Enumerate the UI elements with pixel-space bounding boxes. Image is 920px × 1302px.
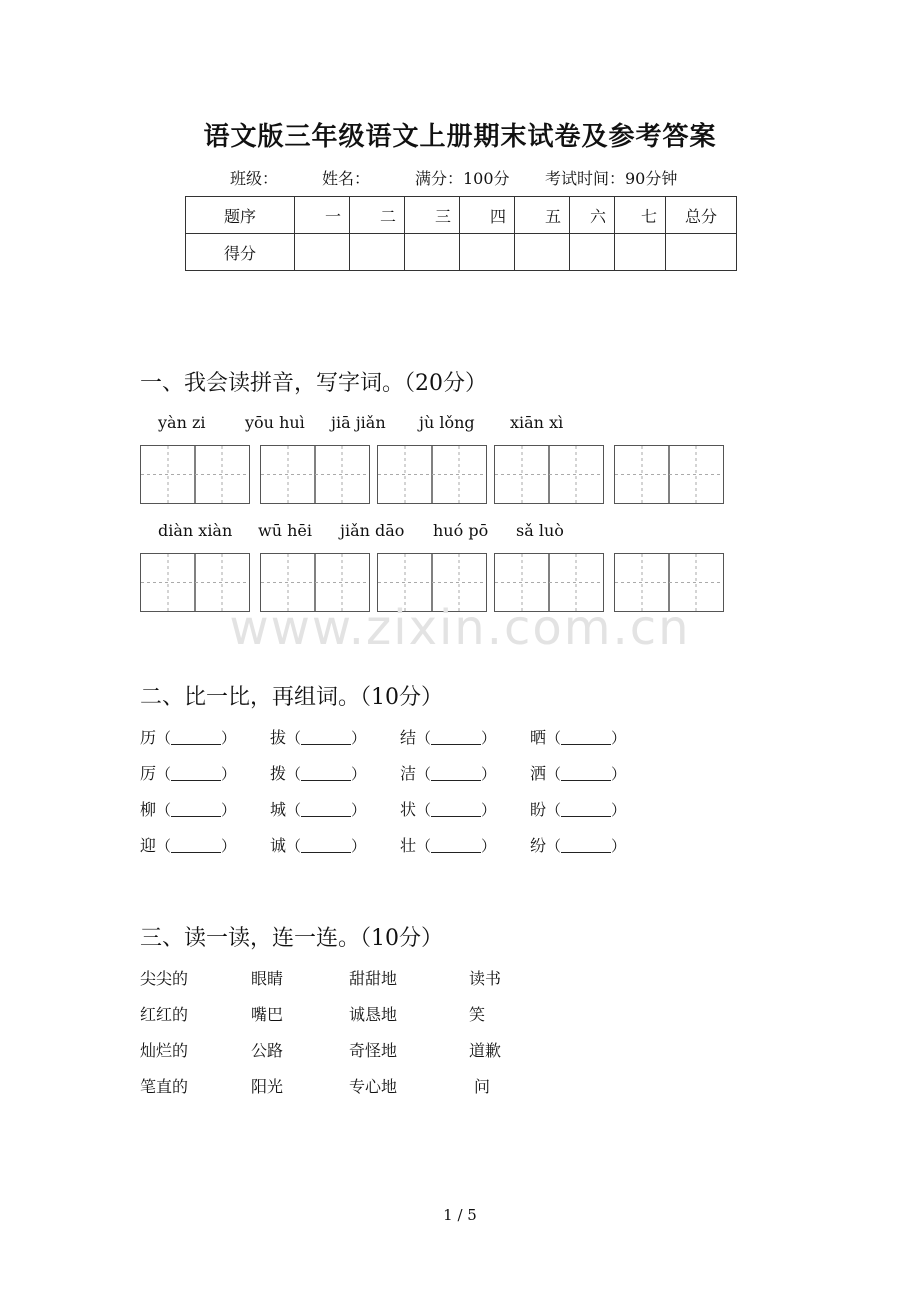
- score-cell[interactable]: [405, 234, 460, 271]
- answer-blank[interactable]: [301, 838, 351, 853]
- class-label: 班级：: [230, 169, 279, 188]
- writing-grid-box[interactable]: [377, 445, 487, 504]
- score-cell[interactable]: [666, 234, 737, 271]
- word-item: 拨（ ）: [270, 764, 367, 783]
- section-1-title: 一、我会读拼音，写字词。（20分）: [140, 371, 487, 396]
- pinyin-label: xiān xì: [510, 413, 564, 432]
- header-cell: 一: [295, 197, 350, 234]
- word-item: 纷（ ）: [530, 836, 627, 855]
- score-cell[interactable]: [515, 234, 570, 271]
- section-2-title: 二、比一比，再组词。（10分）: [140, 685, 443, 710]
- word-item: 拔（ ）: [270, 728, 367, 747]
- pinyin-label: huó pō: [433, 521, 489, 540]
- match-item[interactable]: 奇怪地: [349, 1041, 398, 1060]
- header-cell: 题序: [186, 197, 295, 234]
- section-3-title: 三、读一读，连一连。（10分）: [140, 926, 443, 951]
- character: 柳: [140, 800, 157, 819]
- answer-blank[interactable]: [561, 838, 611, 853]
- match-item[interactable]: 阳光: [251, 1077, 284, 1096]
- score-table: [185, 196, 737, 271]
- score-cell[interactable]: [295, 234, 350, 271]
- character: 诚: [270, 836, 287, 855]
- word-item: 洁（ ）: [400, 764, 497, 783]
- match-item[interactable]: 灿烂的: [140, 1041, 189, 1060]
- header-cell: 七: [615, 197, 666, 234]
- character: 壮: [400, 836, 417, 855]
- character: 状: [400, 800, 417, 819]
- character: 洒: [530, 764, 547, 783]
- answer-blank[interactable]: [171, 838, 221, 853]
- score-cell[interactable]: [615, 234, 666, 271]
- character: 盼: [530, 800, 547, 819]
- pinyin-label: yōu huì: [245, 413, 305, 432]
- score-cell[interactable]: [350, 234, 405, 271]
- answer-blank[interactable]: [431, 766, 481, 781]
- match-item[interactable]: 笔直的: [140, 1077, 189, 1096]
- character: 历: [140, 728, 157, 747]
- word-item: 盼（ ）: [530, 800, 627, 819]
- match-item[interactable]: 公路: [251, 1041, 284, 1060]
- character: 城: [270, 800, 287, 819]
- score-cell[interactable]: [460, 234, 515, 271]
- word-item: 壮（ ）: [400, 836, 497, 855]
- answer-blank[interactable]: [431, 838, 481, 853]
- pinyin-label: yàn zi: [158, 413, 206, 432]
- exam-info: [0, 166, 920, 190]
- word-item: 晒（ ）: [530, 728, 627, 747]
- word-item: 城（ ）: [270, 800, 367, 819]
- answer-blank[interactable]: [301, 802, 351, 817]
- writing-grid-box[interactable]: [614, 445, 724, 504]
- header-cell: 二: [350, 197, 405, 234]
- character: 结: [400, 728, 417, 747]
- total-score-label: 满分：100分: [415, 169, 510, 188]
- character: 纷: [530, 836, 547, 855]
- pinyin-label: diàn xiàn: [158, 521, 233, 540]
- answer-blank[interactable]: [431, 730, 481, 745]
- word-item: 诚（ ）: [270, 836, 367, 855]
- word-item: 厉（ ）: [140, 764, 237, 783]
- match-item[interactable]: 道歉: [469, 1041, 502, 1060]
- word-item: 迎（ ）: [140, 836, 237, 855]
- writing-grid-box[interactable]: [260, 445, 370, 504]
- match-item[interactable]: 嘴巴: [251, 1005, 284, 1024]
- header-cell: 四: [460, 197, 515, 234]
- answer-blank[interactable]: [301, 730, 351, 745]
- answer-blank[interactable]: [561, 766, 611, 781]
- match-item[interactable]: 笑: [469, 1005, 486, 1024]
- match-item[interactable]: 诚恳地: [349, 1005, 398, 1024]
- answer-blank[interactable]: [561, 730, 611, 745]
- header-cell: 三: [405, 197, 460, 234]
- character: 洁: [400, 764, 417, 783]
- pinyin-label: jiā jiǎn: [331, 413, 386, 432]
- header-cell: 六: [570, 197, 615, 234]
- character: 厉: [140, 764, 157, 783]
- answer-blank[interactable]: [171, 802, 221, 817]
- word-item: 历（ ）: [140, 728, 237, 747]
- match-item[interactable]: 尖尖的: [140, 969, 189, 988]
- answer-blank[interactable]: [561, 802, 611, 817]
- character: 晒: [530, 728, 547, 747]
- writing-grid-box[interactable]: [140, 445, 250, 504]
- match-item[interactable]: 眼睛: [251, 969, 284, 988]
- match-item[interactable]: 读书: [469, 969, 502, 988]
- pinyin-label: jù lǒng: [419, 413, 475, 432]
- pinyin-label: sǎ luò: [516, 521, 564, 540]
- score-table-score-row: [186, 234, 737, 271]
- answer-blank[interactable]: [171, 766, 221, 781]
- word-item: 洒（ ）: [530, 764, 627, 783]
- character: 迎: [140, 836, 157, 855]
- word-item: 状（ ）: [400, 800, 497, 819]
- header-cell: 总分: [666, 197, 737, 234]
- word-item: 柳（ ）: [140, 800, 237, 819]
- watermark: www.zixin.com.cn: [229, 600, 691, 656]
- exam-time-label: 考试时间：90分钟: [545, 169, 678, 188]
- match-item[interactable]: 红红的: [140, 1005, 189, 1024]
- score-cell[interactable]: [570, 234, 615, 271]
- document-title: 语文版三年级语文上册期末试卷及参考答案: [203, 122, 717, 152]
- pinyin-label: jiǎn dāo: [340, 521, 405, 540]
- word-item: 结（ ）: [400, 728, 497, 747]
- name-label: 姓名：: [322, 169, 371, 188]
- answer-blank[interactable]: [171, 730, 221, 745]
- match-item[interactable]: 问: [474, 1077, 491, 1096]
- writing-grid-box[interactable]: [494, 445, 604, 504]
- score-table-header-row: [186, 197, 737, 234]
- match-item[interactable]: 专心地: [349, 1077, 398, 1096]
- pinyin-label: wū hēi: [258, 521, 312, 540]
- page-number: 1 / 5: [443, 1206, 477, 1224]
- answer-blank[interactable]: [431, 802, 481, 817]
- header-cell: 五: [515, 197, 570, 234]
- character: 拨: [270, 764, 287, 783]
- match-item[interactable]: 甜甜地: [349, 969, 398, 988]
- score-row-label: 得分: [186, 234, 295, 271]
- character: 拔: [270, 728, 287, 747]
- answer-blank[interactable]: [301, 766, 351, 781]
